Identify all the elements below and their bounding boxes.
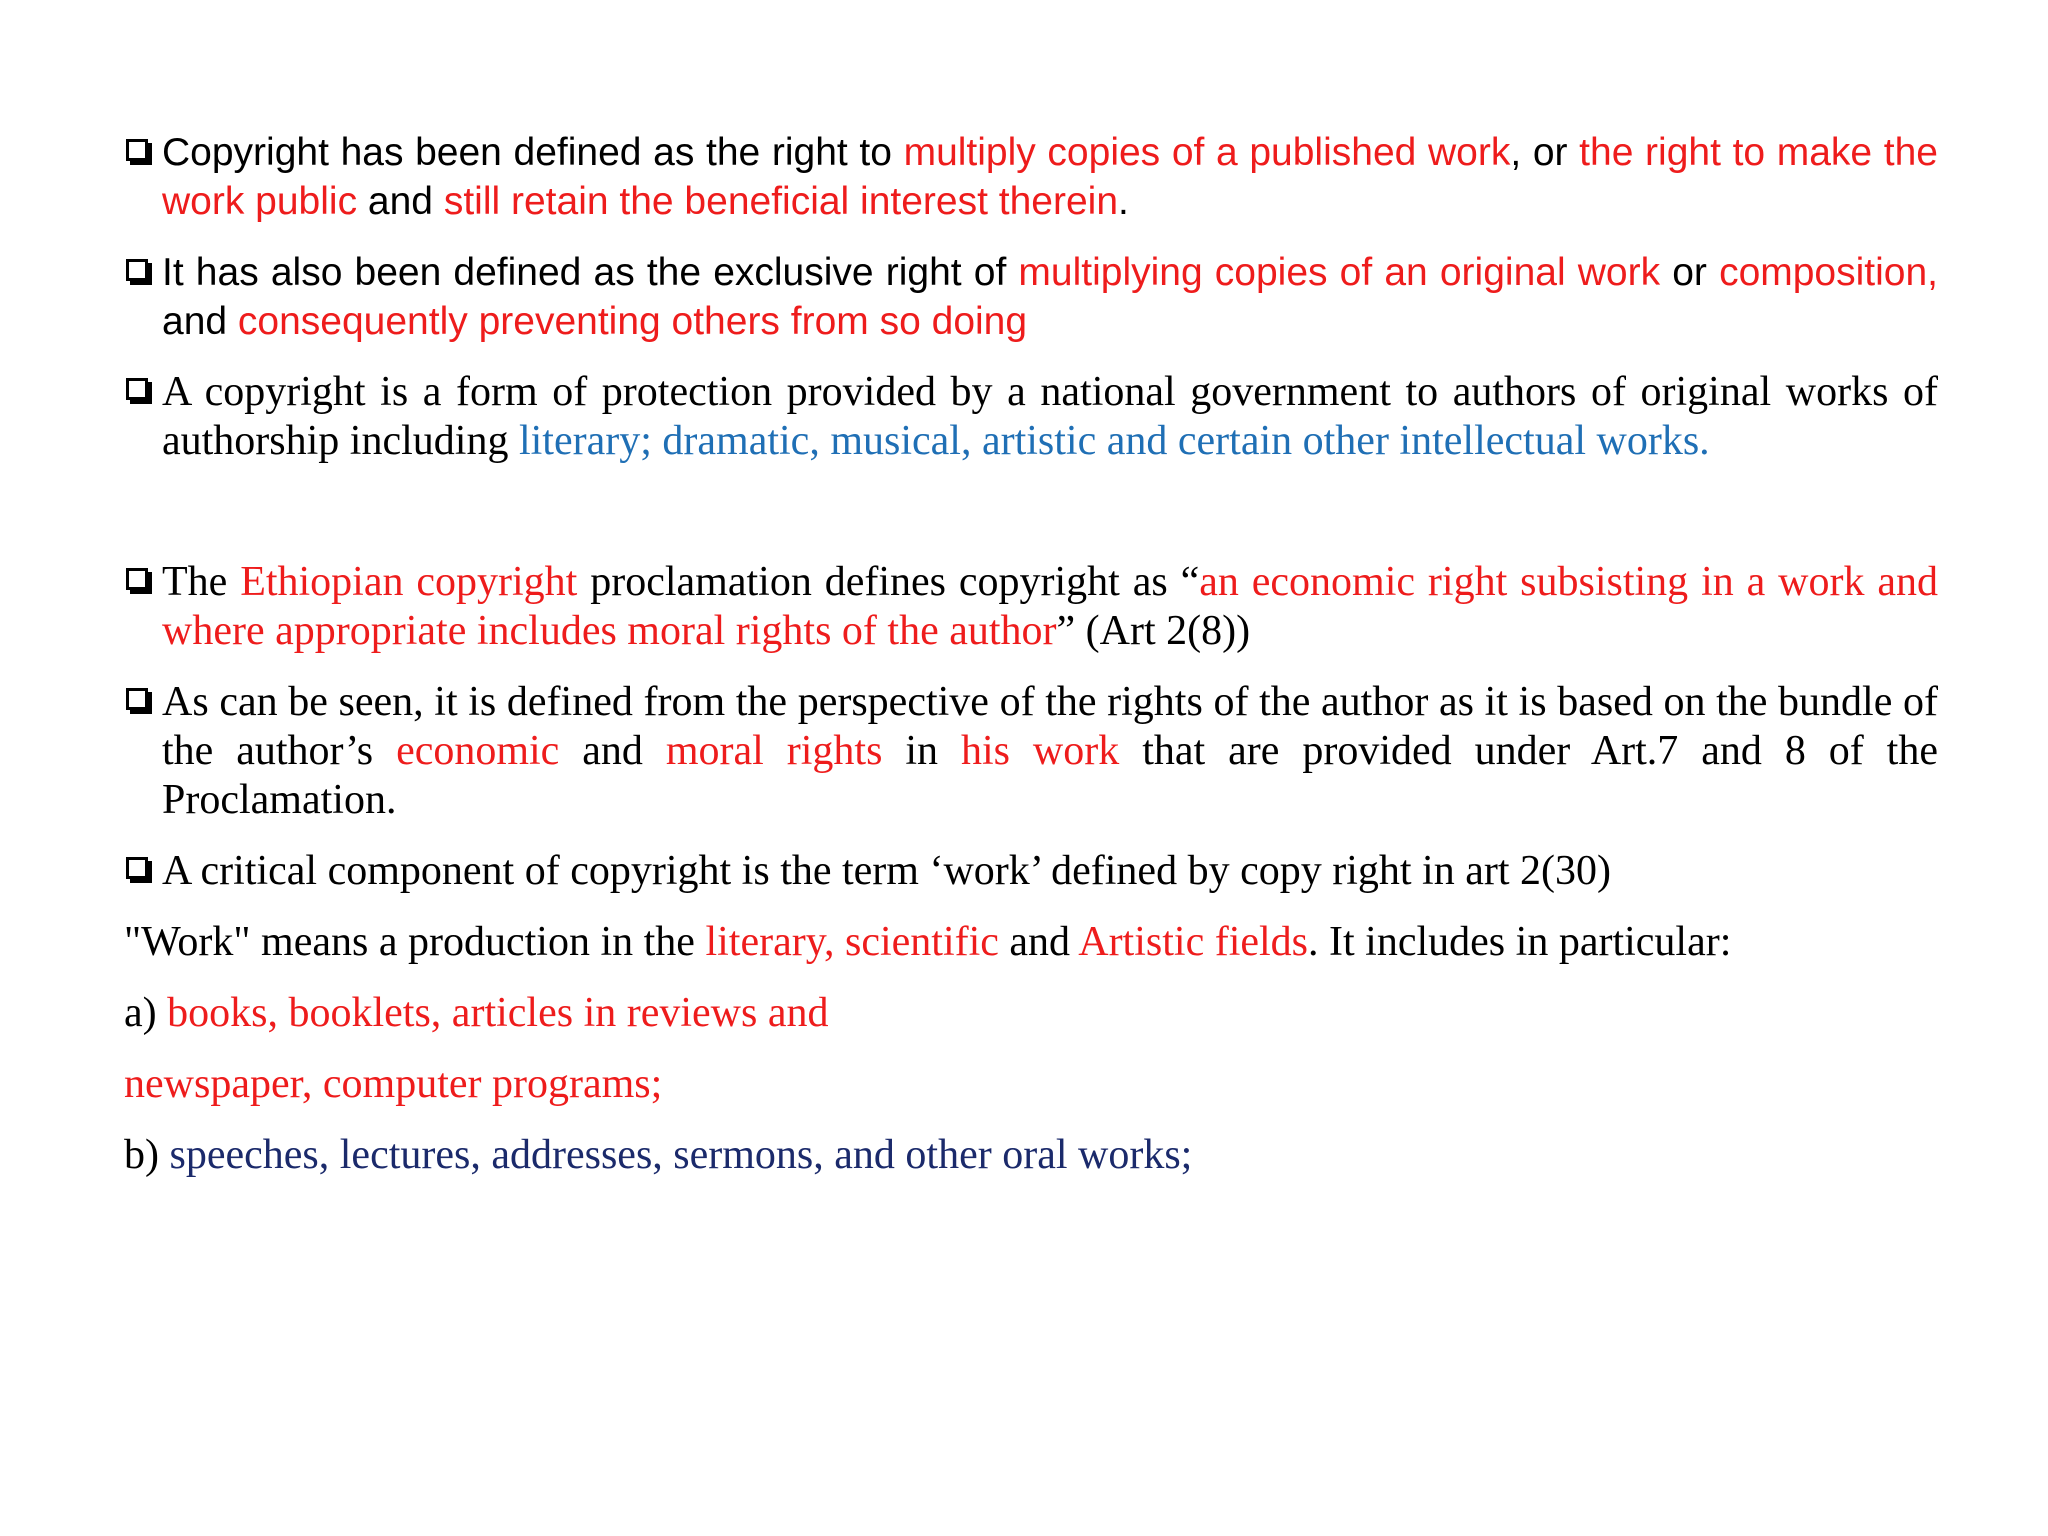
bullet-form-of-protection	[124, 368, 1938, 466]
text: or	[1660, 251, 1720, 294]
highlight: his work	[960, 728, 1120, 774]
work-definition	[124, 918, 1938, 967]
item-text: speeches, lectures, addresses, sermons, and other oral works;	[169, 1132, 1193, 1178]
highlight: literary, scientific	[705, 919, 999, 965]
text: As can be seen, it is defined from the perspective of the rights of the author as it is based on the bundle of the author’s	[162, 679, 1938, 774]
list-item-b	[124, 1131, 1938, 1180]
text: "Work" means a production in the	[124, 919, 706, 965]
highlight: literary; dramatic, musical, artistic and certain other intellectual works.	[518, 418, 1710, 464]
hollow-square-bullet-icon	[126, 139, 148, 161]
text: and	[357, 180, 444, 223]
bullet-ethiopian-proclamation	[124, 558, 1938, 656]
text: A copyright is a form of protection provided by a national government to authors of original works of authorship including	[162, 369, 1938, 464]
item-prefix: a)	[124, 990, 168, 1036]
hollow-square-bullet-icon	[126, 688, 148, 710]
highlight: Artistic fields	[1078, 919, 1309, 965]
highlight: still retain the beneficial interest therein	[443, 180, 1119, 223]
text: A critical component of copyright is the term ‘work’ defined by copy right in art 2(30)	[162, 848, 1611, 894]
text: . It includes in particular:	[1308, 919, 1732, 965]
highlight: Ethiopian copyright	[240, 559, 578, 605]
hollow-square-bullet-icon	[126, 378, 148, 400]
highlight: moral rights	[665, 728, 883, 774]
text: .	[1118, 180, 1129, 223]
text: The	[162, 559, 241, 605]
bullet-exclusive-right	[124, 248, 1938, 346]
highlight: multiply copies of a published work	[903, 131, 1511, 174]
highlight: an economic right subsisting in a work and where appropriate includes moral rights of the author	[162, 559, 1938, 654]
highlight: consequently preventing others from so doing	[237, 300, 1028, 343]
text: Copyright has been defined as the right to	[162, 131, 904, 174]
hollow-square-bullet-icon	[126, 259, 148, 281]
text: , or	[1510, 131, 1580, 174]
list-item-a	[124, 989, 1938, 1038]
bullet-author-perspective	[124, 678, 1938, 825]
text: and	[162, 300, 238, 343]
text: ” (Art 2(8))	[1056, 608, 1251, 654]
text: in	[882, 728, 961, 774]
text: that are provided under Art.7 and 8 of the Proclamation.	[162, 728, 1938, 823]
text: proclamation defines copyright as “	[577, 559, 1200, 605]
slide-content	[124, 128, 1938, 1180]
item-prefix: b)	[124, 1132, 170, 1178]
text: and	[559, 728, 666, 774]
item-text: books, booklets, articles in reviews and	[167, 990, 829, 1036]
hollow-square-bullet-icon	[126, 568, 148, 590]
highlight: multiplying copies of an original work	[1018, 251, 1661, 294]
bullet-critical-component	[124, 847, 1938, 896]
bullet-copyright-definition	[124, 128, 1938, 226]
highlight: composition,	[1719, 251, 1938, 294]
highlight: the right to make the work public	[162, 131, 1938, 223]
hollow-square-bullet-icon	[126, 857, 148, 879]
highlight: economic	[396, 728, 560, 774]
text: It has also been defined as the exclusive right of	[162, 251, 1019, 294]
list-item-a-continuation: newspaper, computer programs;	[124, 1061, 663, 1107]
text: and	[998, 919, 1079, 965]
